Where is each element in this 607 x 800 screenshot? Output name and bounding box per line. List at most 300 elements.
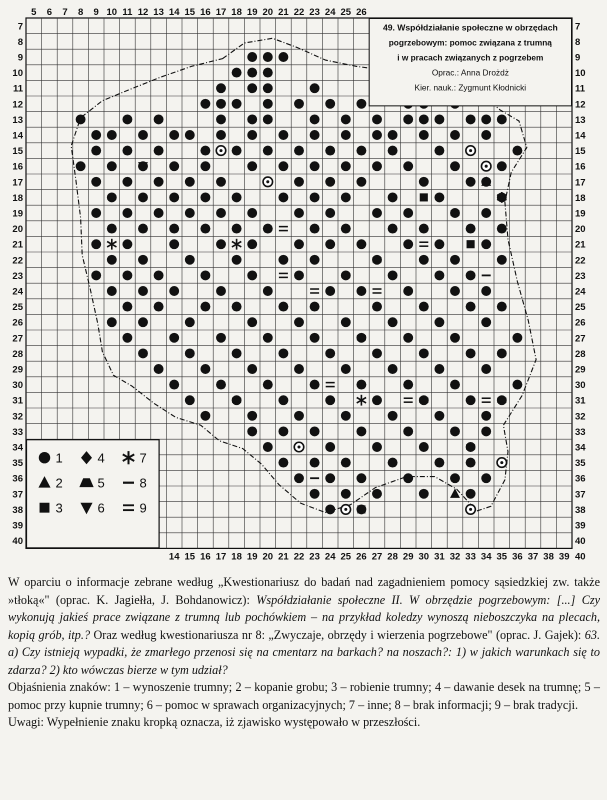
map-symbol-dot bbox=[232, 395, 242, 405]
map-symbol-dot bbox=[76, 161, 86, 171]
map-symbol-dot bbox=[107, 192, 117, 202]
map-symbol-dot bbox=[481, 426, 491, 436]
map-symbol-dot bbox=[419, 395, 429, 405]
map-symbol-dot bbox=[419, 177, 429, 187]
grid-number-label: 37 bbox=[575, 489, 586, 501]
map-symbol-dot bbox=[247, 130, 257, 140]
map-title-line: Oprac.: Anna Drożdż bbox=[431, 67, 509, 78]
map-symbol-dot bbox=[466, 270, 476, 280]
grid-number-label: 16 bbox=[575, 161, 586, 173]
map-symbol-dot bbox=[294, 177, 304, 187]
map-symbol-dot bbox=[481, 473, 491, 483]
grid-number-label: 24 bbox=[575, 286, 586, 298]
map-symbol-dot bbox=[200, 224, 210, 234]
grid-number-label: 16 bbox=[200, 7, 211, 18]
map-symbol-dot bbox=[434, 239, 444, 249]
map-symbol-dot-marked bbox=[481, 161, 491, 171]
map-title-line: Kier. nauk.: Zygmunt Kłodnicki bbox=[414, 82, 527, 93]
grid-number-label: 11 bbox=[122, 7, 133, 18]
map-title-line: i w pracach związanych z pogrzebem bbox=[397, 52, 544, 63]
map-symbol-dot bbox=[450, 255, 460, 265]
grid-number-label: 21 bbox=[278, 551, 289, 563]
grid-number-label: 23 bbox=[309, 551, 320, 563]
map-symbol-dot bbox=[200, 411, 210, 421]
map-frame bbox=[4, 4, 603, 570]
legend-number: 9 bbox=[139, 500, 147, 516]
map-symbol-dot bbox=[450, 473, 460, 483]
grid-number-label: 22 bbox=[293, 7, 305, 18]
grid-number-label: 9 bbox=[93, 7, 99, 18]
map-symbol-double-dash bbox=[279, 273, 288, 277]
map-symbol-dot bbox=[310, 130, 320, 140]
grid-number-label: 26 bbox=[356, 551, 367, 563]
map-symbol-dot bbox=[372, 161, 382, 171]
map-symbol-asterisk bbox=[357, 395, 366, 406]
map-symbol-dot bbox=[434, 114, 444, 124]
legend-number: 8 bbox=[139, 475, 147, 491]
map-symbol-dot bbox=[450, 161, 460, 171]
map-symbol-dot bbox=[247, 364, 257, 374]
map-symbol-dot bbox=[294, 239, 304, 249]
map-symbol-dot bbox=[325, 395, 335, 405]
map-symbol-dot bbox=[356, 380, 366, 390]
map-symbol-dot bbox=[341, 224, 351, 234]
map-symbol-dot bbox=[154, 114, 164, 124]
map-symbol-dot bbox=[138, 192, 148, 202]
map-symbol-dot bbox=[512, 333, 522, 343]
map-symbol-dot bbox=[216, 380, 226, 390]
caption-question-2: 63. a) Czy istnieją wypadki, że zmarłego przenosi się na cmentarz na barkach? na noszach?: 1) w jakich warunkach się to zdarza? 2) kto wówczas bierze w tym udział? bbox=[8, 627, 600, 677]
map-symbol-dot bbox=[247, 426, 257, 436]
map-symbol-dot bbox=[419, 130, 429, 140]
caption-legend-explanation: Objaśnienia znaków: 1 – wynoszenie trumny; 2 – kopanie grobu; 3 – robienie trumny; 4 – dawanie desek na trumnę; 5 – pomoc przy kupnie trumny; 6 – pomoc w sprawach organizacyjnych; 7 – inne; 8 – brak informacji; 9 – brak tradycji. bbox=[8, 680, 600, 712]
grid-number-label: 29 bbox=[12, 364, 23, 376]
grid-number-label: 33 bbox=[465, 551, 476, 563]
map-symbol-dot bbox=[122, 239, 132, 249]
map-symbol-double-dash bbox=[326, 383, 335, 387]
map-symbol-dot bbox=[122, 146, 132, 156]
map-symbol-dot bbox=[341, 192, 351, 202]
map-symbol-dot bbox=[372, 255, 382, 265]
map-svg bbox=[4, 4, 603, 570]
map-symbol-dot bbox=[325, 99, 335, 109]
map-symbol-dot bbox=[278, 395, 288, 405]
map-symbol-dot bbox=[466, 442, 476, 452]
grid-number-label: 12 bbox=[12, 99, 23, 111]
map-symbol-dot bbox=[310, 161, 320, 171]
grid-number-label: 40 bbox=[575, 551, 586, 563]
map-symbol-dot bbox=[466, 302, 476, 312]
map-symbol-dot bbox=[388, 146, 398, 156]
map-symbol-dot bbox=[450, 286, 460, 296]
grid-number-label: 20 bbox=[12, 224, 23, 236]
map-symbol-dot bbox=[325, 177, 335, 187]
map-symbol-dot bbox=[247, 83, 257, 93]
legend-number: 5 bbox=[97, 475, 105, 491]
map-symbol-dot bbox=[107, 255, 117, 265]
map-symbol-dot bbox=[356, 177, 366, 187]
map-symbol-dot bbox=[419, 489, 429, 499]
map-symbol-dot bbox=[91, 208, 101, 218]
map-symbol-dot bbox=[497, 255, 507, 265]
grid-number-label: 32 bbox=[449, 551, 461, 563]
map-symbol-dot bbox=[200, 364, 210, 374]
grid-number-label: 21 bbox=[12, 239, 23, 251]
map-symbol-dot bbox=[263, 114, 273, 124]
grid-number-label: 26 bbox=[356, 7, 367, 18]
map-symbol-dot bbox=[481, 411, 491, 421]
map-symbol-dot bbox=[169, 192, 179, 202]
map-symbol-dot-marked bbox=[263, 177, 273, 187]
map-symbol-triangle bbox=[450, 488, 460, 497]
grid-number-label: 11 bbox=[12, 83, 23, 95]
map-symbol-dot bbox=[310, 333, 320, 343]
map-symbol-dot bbox=[294, 317, 304, 327]
map-symbol-dot bbox=[138, 224, 148, 234]
map-symbol-dot bbox=[216, 99, 226, 109]
map-symbol-dot bbox=[310, 224, 320, 234]
grid-number-label: 39 bbox=[558, 551, 570, 563]
map-symbol-dot bbox=[372, 348, 382, 358]
map-symbol-dot bbox=[403, 380, 413, 390]
map-symbol-dot bbox=[325, 286, 335, 296]
map-symbol-dot bbox=[450, 426, 460, 436]
map-symbol-dot bbox=[107, 286, 117, 296]
grid-number-label: 6 bbox=[46, 7, 53, 18]
map-title-line: 49. Współdziałanie społeczne w obrzędach bbox=[382, 22, 558, 33]
map-symbol-dot bbox=[450, 130, 460, 140]
map-symbol-dot bbox=[325, 504, 335, 514]
grid-number-label: 33 bbox=[575, 426, 586, 438]
grid-number-label: 14 bbox=[168, 7, 180, 18]
map-symbol-dot bbox=[310, 458, 320, 468]
map-symbol-dot bbox=[263, 380, 273, 390]
grid-number-label: 23 bbox=[12, 270, 23, 282]
grid-number-label: 17 bbox=[215, 551, 227, 563]
map-symbol-dot bbox=[185, 317, 195, 327]
map-symbol-dot bbox=[434, 317, 444, 327]
grid-number-label: 27 bbox=[575, 333, 586, 345]
map-symbol-dot bbox=[403, 333, 413, 343]
map-symbol-dot bbox=[154, 146, 164, 156]
map-symbol-dot bbox=[403, 114, 413, 124]
map-symbol-dot bbox=[138, 255, 148, 265]
map-symbol-dot bbox=[434, 411, 444, 421]
map-symbol-dot bbox=[278, 348, 288, 358]
map-symbol-dot bbox=[388, 317, 398, 327]
map-symbol-dot bbox=[466, 114, 476, 124]
map-symbol-dot bbox=[294, 364, 304, 374]
grid-number-label: 9 bbox=[575, 52, 581, 64]
map-symbol-dot bbox=[294, 473, 304, 483]
map-symbol-dot bbox=[403, 208, 413, 218]
grid-number-label: 23 bbox=[575, 270, 586, 282]
map-symbol-dot bbox=[512, 380, 522, 390]
caption-remarks: Uwagi: Wypełnienie znaku kropką oznacza, iż zjawisko występowało w przeszłości. bbox=[8, 715, 421, 729]
map-symbol-dot bbox=[200, 161, 210, 171]
grid-number-label: 11 bbox=[575, 83, 586, 95]
map-symbol-dot bbox=[122, 114, 132, 124]
map-symbol-dot bbox=[247, 68, 257, 78]
grid-number-label: 13 bbox=[12, 114, 23, 126]
grid-number-label: 32 bbox=[12, 411, 23, 423]
legend-box bbox=[27, 440, 160, 548]
map-symbol-dot bbox=[450, 333, 460, 343]
map-symbol-double-dash bbox=[419, 242, 428, 246]
map-symbol-dot bbox=[263, 146, 273, 156]
map-symbol-dot bbox=[232, 192, 242, 202]
map-symbol-dot bbox=[419, 224, 429, 234]
map-symbol-dot bbox=[294, 208, 304, 218]
grid-number-label: 34 bbox=[12, 442, 23, 454]
grid-number-label: 37 bbox=[12, 489, 23, 501]
map-symbol-dot bbox=[372, 302, 382, 312]
map-title-line: pogrzebowym: pomoc związana z trumną bbox=[388, 37, 552, 48]
map-symbol-dot bbox=[169, 161, 179, 171]
map-title-box bbox=[369, 19, 571, 106]
map-symbol-dot bbox=[169, 380, 179, 390]
grid-number-label: 29 bbox=[402, 551, 414, 563]
map-symbol-dot bbox=[107, 317, 117, 327]
grid-number-label: 36 bbox=[12, 473, 23, 485]
map-symbol-dot bbox=[341, 489, 351, 499]
map-symbol-dot bbox=[278, 302, 288, 312]
grid-number-label: 28 bbox=[12, 348, 23, 360]
grid-number-label: 38 bbox=[12, 504, 23, 516]
map-symbol-dot bbox=[325, 146, 335, 156]
map-symbol-dot bbox=[403, 286, 413, 296]
grid-number-label: 27 bbox=[371, 551, 383, 563]
map-symbol-dot bbox=[310, 83, 320, 93]
map-symbol-dot bbox=[91, 130, 101, 140]
grid-number-label: 25 bbox=[575, 302, 586, 314]
map-symbol-dot bbox=[232, 224, 242, 234]
map-symbol-dot bbox=[107, 130, 117, 140]
map-symbol-dot bbox=[403, 239, 413, 249]
map-symbol-dot bbox=[388, 130, 398, 140]
map-symbol-dot-marked bbox=[216, 146, 226, 156]
map-symbol-dot bbox=[419, 348, 429, 358]
map-symbol-dot bbox=[200, 192, 210, 202]
map-symbol-dot bbox=[216, 177, 226, 187]
grid-number-label: 35 bbox=[12, 458, 23, 470]
grid-number-label: 7 bbox=[17, 21, 23, 33]
map-symbol-dot bbox=[169, 239, 179, 249]
grid-number-label: 17 bbox=[215, 7, 227, 18]
grid-number-label: 14 bbox=[168, 551, 180, 563]
grid-number-label: 25 bbox=[340, 7, 352, 18]
grid-number-label: 28 bbox=[575, 348, 586, 360]
map-symbol-dot bbox=[388, 224, 398, 234]
map-symbol-dot bbox=[154, 177, 164, 187]
map-symbol-dot bbox=[356, 333, 366, 343]
map-symbol-dot bbox=[122, 177, 132, 187]
grid-number-label: 8 bbox=[17, 36, 23, 48]
map-symbol-asterisk bbox=[107, 239, 116, 250]
grid-number-label: 31 bbox=[434, 551, 445, 563]
map-symbol-dot bbox=[232, 302, 242, 312]
map-symbol-dot bbox=[310, 114, 320, 124]
map-symbol-dot bbox=[372, 442, 382, 452]
grid-number-label: 18 bbox=[231, 551, 242, 563]
map-symbol-dot bbox=[169, 286, 179, 296]
map-symbol-dot bbox=[200, 270, 210, 280]
grid-number-label: 21 bbox=[278, 7, 289, 18]
grid-number-label: 17 bbox=[12, 177, 23, 189]
map-symbol-dot bbox=[497, 395, 507, 405]
map-symbol-dot bbox=[481, 364, 491, 374]
grid-number-label: 25 bbox=[12, 302, 23, 314]
map-symbol-dot bbox=[232, 68, 242, 78]
map-symbol-dot bbox=[466, 348, 476, 358]
map-symbol-dot bbox=[388, 364, 398, 374]
map-symbol-dot bbox=[434, 364, 444, 374]
map-symbol-dot bbox=[247, 114, 257, 124]
map-symbol-dot bbox=[247, 52, 257, 62]
grid-number-label: 31 bbox=[575, 395, 586, 407]
map-symbol-dot bbox=[91, 239, 101, 249]
grid-number-label: 15 bbox=[575, 146, 586, 158]
grid-number-label: 18 bbox=[575, 192, 586, 204]
map-symbol-dot bbox=[154, 302, 164, 312]
map-symbol-dot bbox=[325, 348, 335, 358]
map-symbol-dot bbox=[216, 130, 226, 140]
map-symbol-square bbox=[357, 505, 365, 513]
map-symbol-dot bbox=[372, 114, 382, 124]
grid-number-label: 16 bbox=[12, 161, 23, 173]
grid-number-label: 39 bbox=[12, 520, 23, 532]
map-symbol-dot-marked bbox=[466, 146, 476, 156]
map-symbol-dot bbox=[372, 395, 382, 405]
map-symbol-dot bbox=[216, 239, 226, 249]
map-symbol-dot bbox=[450, 380, 460, 390]
map-symbol-double-dash bbox=[310, 289, 319, 293]
map-symbol-dot bbox=[138, 130, 148, 140]
grid-number-label: 26 bbox=[12, 317, 23, 329]
map-symbol-dot bbox=[466, 395, 476, 405]
map-symbol-dot bbox=[434, 458, 444, 468]
map-symbol-dot bbox=[122, 208, 132, 218]
grid-number-label: 34 bbox=[575, 442, 586, 454]
map-symbol-dot bbox=[497, 302, 507, 312]
grid-number-label: 24 bbox=[324, 551, 336, 563]
map-symbol-dot bbox=[341, 411, 351, 421]
map-symbol-dot bbox=[185, 348, 195, 358]
map-symbol-dot bbox=[278, 426, 288, 436]
map-symbol-dot bbox=[278, 458, 288, 468]
map-symbol-dot bbox=[200, 99, 210, 109]
map-symbol-dot bbox=[325, 239, 335, 249]
map-symbol-dot bbox=[419, 255, 429, 265]
map-symbol-dot bbox=[154, 208, 164, 218]
grid-number-label: 22 bbox=[12, 255, 23, 267]
grid-number-label: 36 bbox=[575, 473, 586, 485]
map-symbol-dot bbox=[403, 426, 413, 436]
map-symbol-dot bbox=[185, 130, 195, 140]
grid-number-label: 36 bbox=[512, 551, 523, 563]
map-symbol-dot bbox=[138, 286, 148, 296]
map-symbol-dot bbox=[247, 208, 257, 218]
map-symbol-dot bbox=[247, 411, 257, 421]
map-symbol-dot bbox=[310, 192, 320, 202]
map-symbol-dot bbox=[388, 270, 398, 280]
map-symbol-dot bbox=[185, 395, 195, 405]
map-symbol-dot bbox=[154, 364, 164, 374]
map-symbol-dot bbox=[263, 286, 273, 296]
grid-number-label: 40 bbox=[575, 536, 586, 548]
grid-number-label: 34 bbox=[480, 551, 492, 563]
map-symbol-double-dash bbox=[482, 398, 491, 402]
grid-number-label: 18 bbox=[231, 7, 242, 18]
map-symbol-dot bbox=[216, 286, 226, 296]
map-symbol-dot bbox=[247, 317, 257, 327]
grid-number-label: 20 bbox=[575, 224, 586, 236]
grid-number-label: 16 bbox=[200, 551, 211, 563]
map-symbol-dot bbox=[481, 317, 491, 327]
map-symbol-dot-marked bbox=[466, 505, 476, 515]
grid-number-label: 35 bbox=[496, 551, 508, 563]
grid-number-label: 33 bbox=[12, 426, 23, 438]
grid-number-label: 20 bbox=[262, 551, 274, 563]
map-symbol-dot bbox=[263, 99, 273, 109]
grid-number-label: 12 bbox=[575, 99, 586, 111]
map-symbol-dot bbox=[434, 146, 444, 156]
map-symbol-dot bbox=[294, 99, 304, 109]
map-symbol-dot bbox=[341, 114, 351, 124]
grid-number-label: 8 bbox=[575, 36, 581, 48]
map-symbol-dot bbox=[278, 161, 288, 171]
map-symbol-dot bbox=[76, 114, 86, 124]
map-symbol-dot bbox=[232, 348, 242, 358]
grid-number-label: 39 bbox=[575, 520, 586, 532]
map-symbol-dot bbox=[356, 286, 366, 296]
grid-number-label: 10 bbox=[575, 68, 586, 80]
map-symbol-dot bbox=[107, 224, 117, 234]
map-symbol-double-dash bbox=[373, 289, 382, 293]
map-symbol-dot bbox=[169, 224, 179, 234]
grid-number-label: 37 bbox=[527, 551, 539, 563]
map-symbol-dot-marked bbox=[497, 458, 507, 468]
map-symbol-dot bbox=[450, 208, 460, 218]
map-symbol-dot bbox=[263, 52, 273, 62]
map-symbol-dot-marked bbox=[341, 505, 351, 515]
map-symbol-dot bbox=[325, 208, 335, 218]
map-symbol-dot bbox=[434, 192, 444, 202]
map-symbol-dot bbox=[341, 458, 351, 468]
map-symbol-dot bbox=[466, 458, 476, 468]
map-symbol-dot bbox=[200, 146, 210, 156]
map-symbol-dot bbox=[232, 146, 242, 156]
map-symbol-dot bbox=[278, 192, 288, 202]
map-symbol-dot bbox=[216, 114, 226, 124]
map-symbol-dot bbox=[278, 130, 288, 140]
map-symbol-dot bbox=[169, 130, 179, 140]
map-symbol-dot bbox=[294, 270, 304, 280]
map-symbol-double-dash bbox=[404, 398, 413, 402]
map-symbol-dot bbox=[356, 99, 366, 109]
map-symbol-dot bbox=[122, 333, 132, 343]
map-symbol-dot bbox=[388, 458, 398, 468]
map-symbol-dot bbox=[310, 302, 320, 312]
grid-number-label: 21 bbox=[575, 239, 586, 251]
map-symbol-dot bbox=[247, 239, 257, 249]
map-symbol-dot bbox=[481, 130, 491, 140]
map-symbol-dot bbox=[185, 208, 195, 218]
map-symbol-dot bbox=[512, 146, 522, 156]
map-symbol-dot bbox=[263, 224, 273, 234]
caption-methodology bbox=[8, 574, 600, 679]
legend-number: 6 bbox=[97, 500, 105, 516]
